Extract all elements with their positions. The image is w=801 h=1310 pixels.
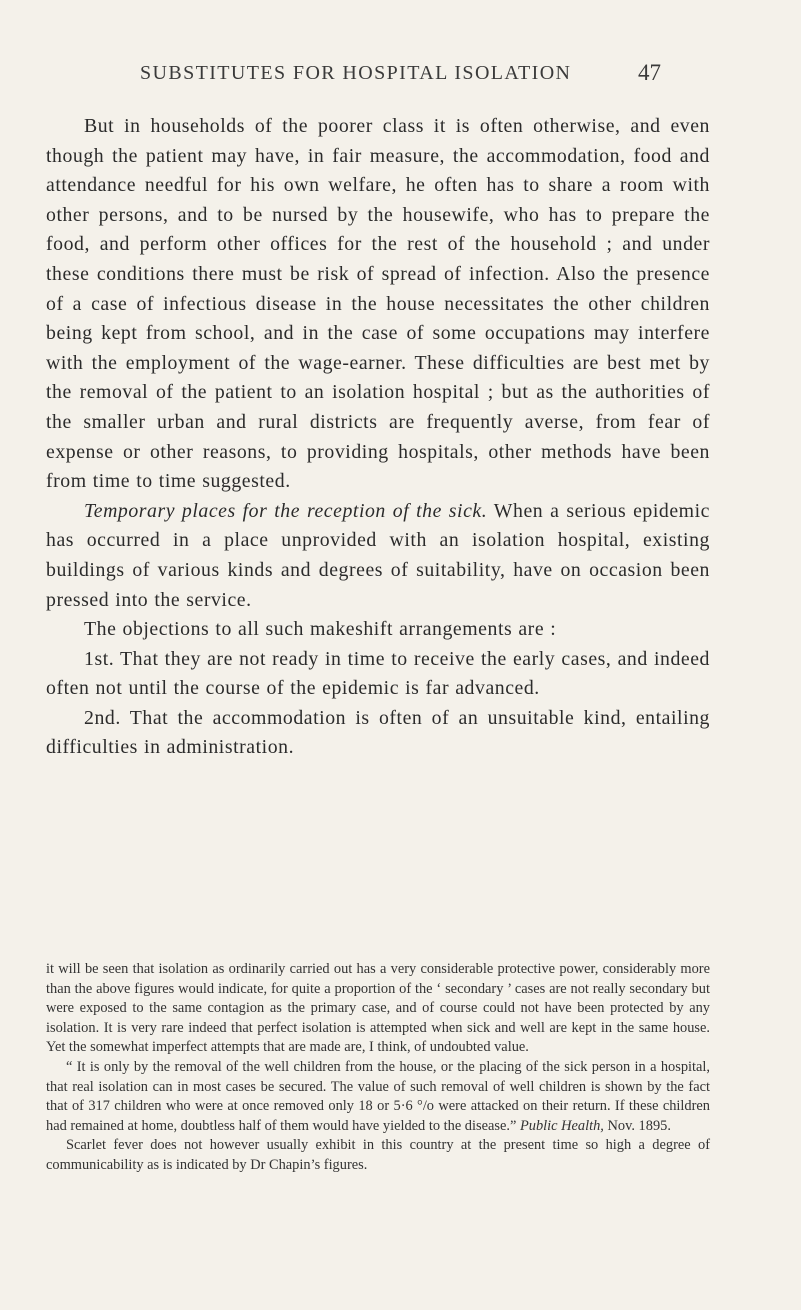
paragraph-poorer-households: But in households of the poorer class it is often otherwise, and even though the patient may have, in fair measure, the accommodation, food and attendance needful for his own welfare, he often has to share a room with other persons, and to be nursed by the housewife, who has to prepare the food, and perform other offices for the rest of the household ; and under these conditions there must be risk of spread of infection. Also the presence of a case of infectious disease in the house necessitates the other children being kept from school, and in the case of some occupations may interfere with the employment of the wage-earner. These difficulties are best met by the removal of the patient to an isolation hospital ; but as the authorities of the smaller urban and rural districts are frequently averse, from fear of expense or other reasons, to providing hospitals, other methods have been from time to time suggested. [46, 115, 710, 493]
objection-second: 2nd. That the accommodation is often of an unsuitable kind, entailing difficulties in administration. [46, 706, 710, 759]
paragraph-temporary-places-text: When a serious epidemic has occurred in a place unprovided with an isolation hospital, existing buildings of various kinds and degrees of suitability, have on occasion been pressed into the service. [46, 499, 710, 611]
footnote-quote-text: “ It is only by the removal of the well children from the house, or the placing of the sick person in a hospital, that real isolation can in most cases be secured. The value of such removal of well children is shown by the fact that of 317 children who were at once removed only 18 or 5·6 °/o were attacked on their return. If these children had remained at home, doubtless half of them would have yielded to the disease.” [46, 1058, 710, 1134]
page-number: 47 [638, 60, 661, 85]
running-head [0, 62, 801, 92]
main-text [46, 112, 710, 763]
footnote-quote [46, 1058, 710, 1136]
footnote-scarlet-fever: Scarlet fever does not however usually exhibit in this country at the present time so high a degree of communicability as is indicated by Dr Chapin’s figures. [46, 1137, 710, 1173]
objection-first: 1st. That they are not ready in time to receive the early cases, and indeed often not until the course of the epidemic is far advanced. [46, 647, 710, 700]
paragraph-objections: The objections to all such makeshift arrangements are : [84, 618, 557, 641]
running-title: SUBSTITUTES FOR HOSPITAL ISOLATION [140, 62, 572, 84]
footnote-source: Public Health, [519, 1117, 604, 1134]
footnote-isolation-value: it will be seen that isolation as ordinarily carried out has a very considerable protective power, considerably more than the above figures would indicate, for quite a proportion of the ‘ secondary ’ cases are not really secondary but were exposed to the same contagion as the primary case, and of course could not have been protected by any isolation. It is very rare indeed that perfect isolation is attempted when sick and well are kept in the same house. Yet the somewhat imperfect attempts that are made are, I think, of undoubted value. [46, 961, 710, 1056]
section-heading-temporary-places: Temporary places for the reception of the sick. [84, 499, 488, 522]
paragraph-temporary-places [46, 497, 710, 615]
footnotes [46, 960, 710, 1176]
footnote-date: Nov. 1895. [607, 1117, 671, 1134]
